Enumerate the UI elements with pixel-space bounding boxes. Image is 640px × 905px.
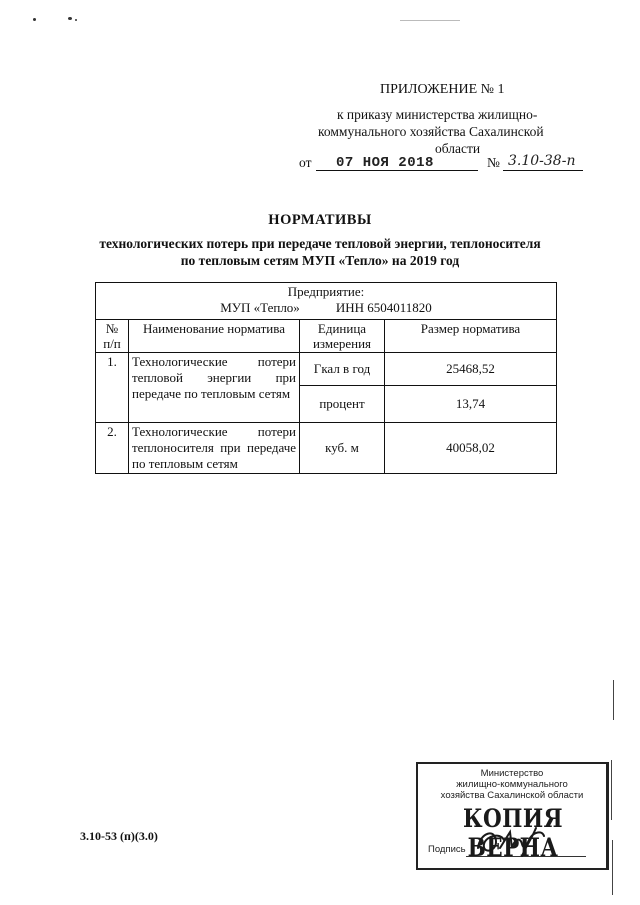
annex-order-line: к приказу министерства жилищно-	[337, 107, 538, 122]
table-row	[96, 353, 557, 386]
annex-region-line: области	[435, 141, 481, 156]
enterprise-label: Предприятие:	[287, 284, 365, 299]
scan-scratch	[611, 760, 612, 820]
row-value: 40058,02	[385, 423, 557, 474]
row-unit: Гкал в год	[300, 353, 385, 386]
stamp-ministry-line1: Министерство	[480, 768, 544, 779]
scan-speck	[75, 19, 77, 21]
row-number: 1.	[96, 353, 129, 423]
scan-scratch	[613, 680, 614, 720]
scan-speck	[33, 18, 36, 21]
column-header-unit: Единица измерения	[300, 320, 385, 353]
scan-speck	[68, 17, 72, 20]
table-header-row	[96, 320, 557, 353]
norms-table	[95, 282, 557, 474]
row-value: 25468,52	[385, 353, 557, 386]
scan-scratch	[612, 840, 613, 895]
row-unit: куб. м	[300, 423, 385, 474]
annex-ministry-line: коммунального хозяйства Сахалинской	[318, 124, 544, 139]
scan-speck	[400, 20, 460, 21]
document-subtitle-line2: по тепловым сетям МУП «Тепло» на 2019 год	[180, 253, 460, 268]
stamp-ministry-line2: жилищно-коммунального	[456, 779, 568, 790]
column-header-number: № п/п	[96, 320, 129, 353]
row-name: Технологические потери тепловой энергии при передаче по тепловым сетям	[129, 353, 300, 423]
row-unit: процент	[300, 386, 385, 423]
table-row	[96, 423, 557, 474]
stamp-title: КОПИЯ ВЕРНА	[462, 804, 564, 862]
number-underline	[503, 170, 583, 171]
row-value: 13,74	[385, 386, 557, 423]
document-code: 3.10-53 (п)(3.0)	[80, 829, 158, 843]
order-number-handwritten: 3.10-38-п	[508, 153, 576, 169]
order-date-stamp: 07 НОЯ 2018	[336, 155, 434, 171]
document-subtitle-line1: технологических потерь при передаче тепловой энергии, теплоносителя	[99, 236, 541, 251]
document-title: НОРМАТИВЫ	[268, 212, 372, 228]
annex-title: ПРИЛОЖЕНИЕ № 1	[380, 82, 505, 97]
enterprise-cell	[96, 283, 557, 320]
stamp-signature-label: Подпись	[428, 844, 466, 855]
date-prefix: от	[299, 155, 312, 170]
handwritten-signature	[470, 818, 560, 862]
stamp-ministry-line3: хозяйства Сахалинской области	[440, 790, 584, 801]
enterprise-inn: ИНН 6504011820	[335, 300, 432, 315]
column-header-name: Наименование норматива	[129, 320, 300, 353]
column-header-value: Размер норматива	[385, 320, 557, 353]
number-prefix: №	[487, 155, 500, 170]
enterprise-name: МУП «Тепло»	[220, 300, 300, 315]
row-number: 2.	[96, 423, 129, 474]
row-name: Технологические потери теплоносителя при передаче по тепловым сетям	[129, 423, 300, 474]
